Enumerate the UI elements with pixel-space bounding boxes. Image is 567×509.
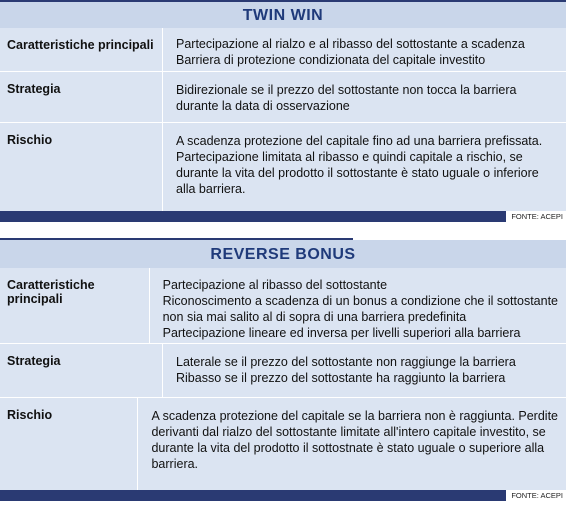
twin-win-table <box>0 0 566 222</box>
row-content <box>138 398 566 490</box>
row-content <box>163 123 566 211</box>
row-content <box>163 72 566 122</box>
content-line: Barriera di protezione condizionata del capitale investito <box>176 53 486 67</box>
row-label: Caratteristiche principali <box>0 268 150 343</box>
content-line: Ribasso se il prezzo del sottostante ha raggiunto la barriera <box>176 371 506 385</box>
reverse-bonus-table <box>0 238 566 501</box>
content-line: Laterale se il prezzo del sottostante non raggiunge la barriera <box>176 355 516 369</box>
row-content <box>163 344 566 397</box>
content-line: durante la data di osservazione <box>176 99 350 113</box>
footer-bar <box>0 211 506 222</box>
source-note: FONTE: ACEPI <box>511 491 563 500</box>
footer-bar <box>0 490 506 501</box>
content-line: Partecipazione limitata al ribasso e quindi capitale a rischio, se <box>176 150 523 164</box>
source-note: FONTE: ACEPI <box>511 212 563 221</box>
table-title: TWIN WIN <box>0 2 566 28</box>
content-line: A scadenza protezione del capitale fino ad una barriera prefissata. <box>176 134 543 148</box>
content-line: A scadenza protezione del capitale se la barriera non è raggiunta. Perdite <box>151 409 558 423</box>
content-line: Partecipazione lineare ed inversa per livelli superiori alla barriera <box>162 326 521 340</box>
table-body <box>0 268 566 490</box>
table-row <box>0 397 566 490</box>
table-row <box>0 71 566 122</box>
content-line: derivanti dal rialzo del sottostante limitate all'intero capitale investito, se <box>151 425 546 439</box>
table-footer <box>0 490 566 501</box>
table-row <box>0 343 566 397</box>
content-line: Bidirezionale se il prezzo del sottostante non tocca la barriera <box>176 83 517 97</box>
content-line: non sia mai salito al di sopra di una barriera predefinita <box>162 310 467 324</box>
content-line: Riconoscimento a scadenza di un bonus a condizione che il sottostante <box>162 294 558 308</box>
table-row <box>0 122 566 211</box>
content-line: alla barriera. <box>176 182 246 196</box>
row-label: Caratteristiche principali <box>0 28 163 71</box>
row-label: Rischio <box>0 398 138 490</box>
table-row <box>0 28 566 71</box>
row-label: Rischio <box>0 123 163 211</box>
table-title: REVERSE BONUS <box>0 240 566 268</box>
content-line: durante la vita del prodotto il sottostante è stato uguale o inferiore <box>176 166 539 180</box>
row-content <box>163 28 566 71</box>
row-content <box>150 268 566 343</box>
row-label: Strategia <box>0 344 163 397</box>
table-body <box>0 28 566 211</box>
content-line: Partecipazione al ribasso del sottostante <box>162 278 388 292</box>
content-line: durante la vita del prodotto il sottostnate è stato uguale o superiore alla <box>151 441 545 455</box>
content-line: barriera. <box>151 457 199 471</box>
table-row <box>0 268 566 343</box>
content-line: Partecipazione al rialzo e al ribasso del sottostante a scadenza <box>176 37 525 51</box>
table-footer <box>0 211 566 222</box>
row-label: Strategia <box>0 72 163 122</box>
